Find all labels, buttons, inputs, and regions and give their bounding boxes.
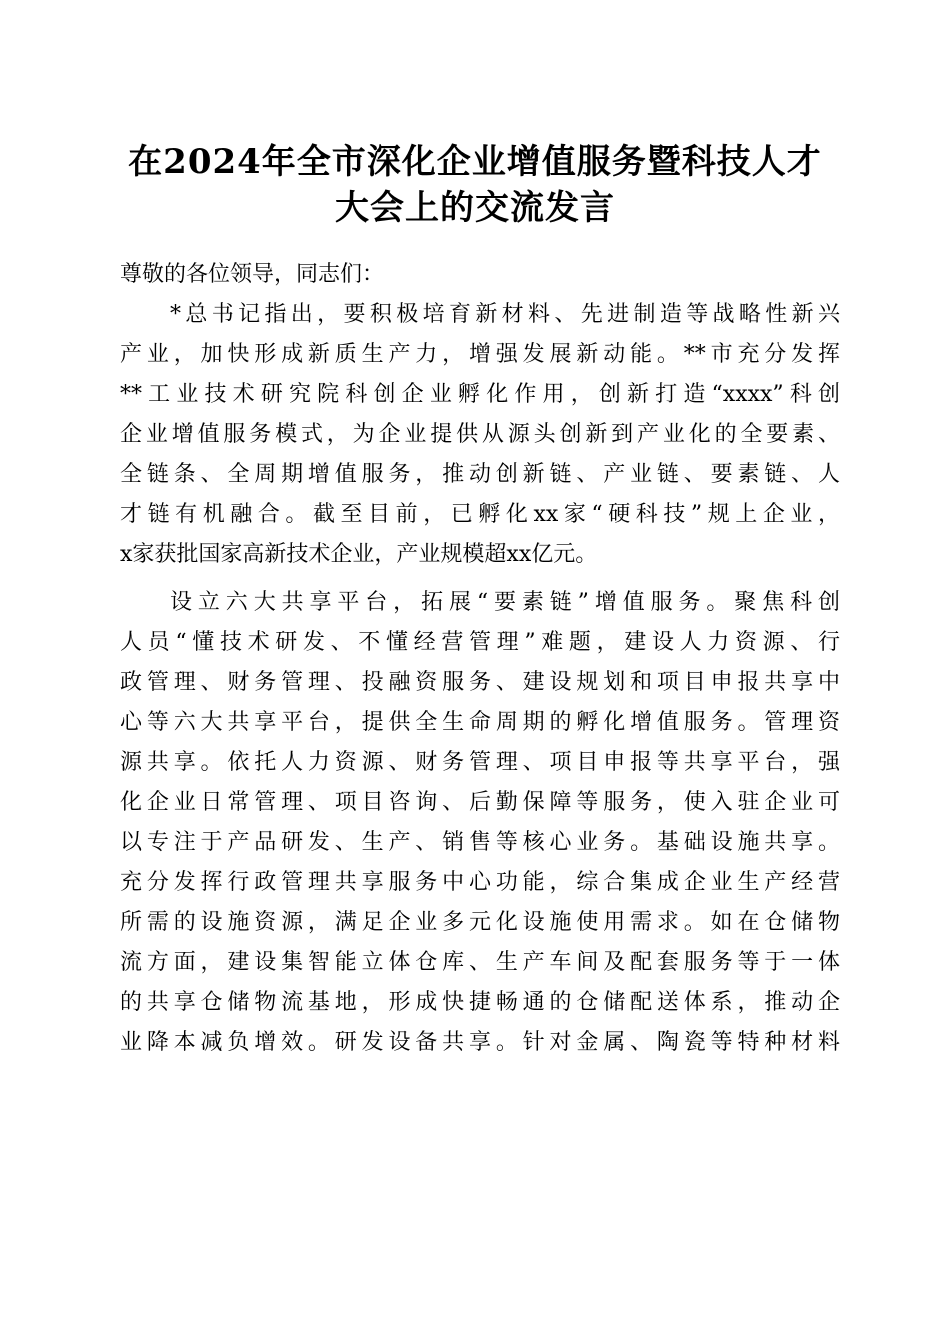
paragraph-line: 业降本减负增效。研发设备共享。针对金属、陶瓷等特种材料 (120, 1030, 840, 1055)
document-body (120, 255, 840, 1063)
paragraph-line: 产业，加快形成新质生产力，增强发展新动能。**市充分发挥 (120, 342, 840, 367)
paragraph-line: 的共享仓储物流基地，形成快捷畅通的仓储配送体系，推动企 (120, 990, 840, 1015)
paragraph-line: 源共享。依托人力资源、财务管理、项目申报等共享平台，强 (120, 750, 840, 775)
paragraph-line: **工业技术研究院科创企业孵化作用，创新打造“xxxx”科创 (120, 382, 840, 407)
paragraph-line: 企业增值服务模式，为企业提供从源头创新到产业化的全要素、 (120, 422, 840, 447)
paragraph-line: 全链条、全周期增值服务，推动创新链、产业链、要素链、人 (120, 462, 840, 487)
paragraph-line: 以专注于产品研发、生产、销售等核心业务。基础设施共享。 (120, 830, 840, 855)
paragraph-line: 所需的设施资源，满足企业多元化设施使用需求。如在仓储物 (120, 910, 840, 935)
paragraph-line: *总书记指出，要积极培育新材料、先进制造等战略性新兴 (170, 302, 840, 327)
paragraph-line: 化企业日常管理、项目咨询、后勤保障等服务，使入驻企业可 (120, 790, 840, 815)
paragraph-line: 心等六大共享平台，提供全生命周期的孵化增值服务。管理资 (120, 710, 840, 735)
paragraph-line: 流方面，建设集智能立体仓库、生产车间及配套服务等于一体 (120, 950, 840, 975)
paragraph-line: 设立六大共享平台，拓展“要素链”增值服务。聚焦科创 (170, 590, 840, 615)
paragraph-line: 政管理、财务管理、投融资服务、建设规划和项目申报共享中 (120, 670, 840, 695)
paragraph-line: 才链有机融合。截至目前，已孵化xx家“硬科技”规上企业， (120, 502, 840, 527)
salutation: 尊敬的各位领导，同志们： (120, 262, 385, 287)
document-title-line-2: 大会上的交流发言 (335, 188, 615, 228)
paragraph-1 (120, 295, 840, 575)
paragraph-2 (120, 583, 840, 1063)
document-title-line-1: 在2024年全市深化企业增值服务暨科技人才 (128, 142, 822, 182)
paragraph-line: 充分发挥行政管理共享服务中心功能，综合集成企业生产经营 (120, 870, 840, 895)
paragraph-line: x家获批国家高新技术企业，产业规模超xx亿元。 (120, 542, 598, 567)
paragraph-line: 人员“懂技术研发、不懂经营管理”难题，建设人力资源、行 (120, 630, 840, 655)
